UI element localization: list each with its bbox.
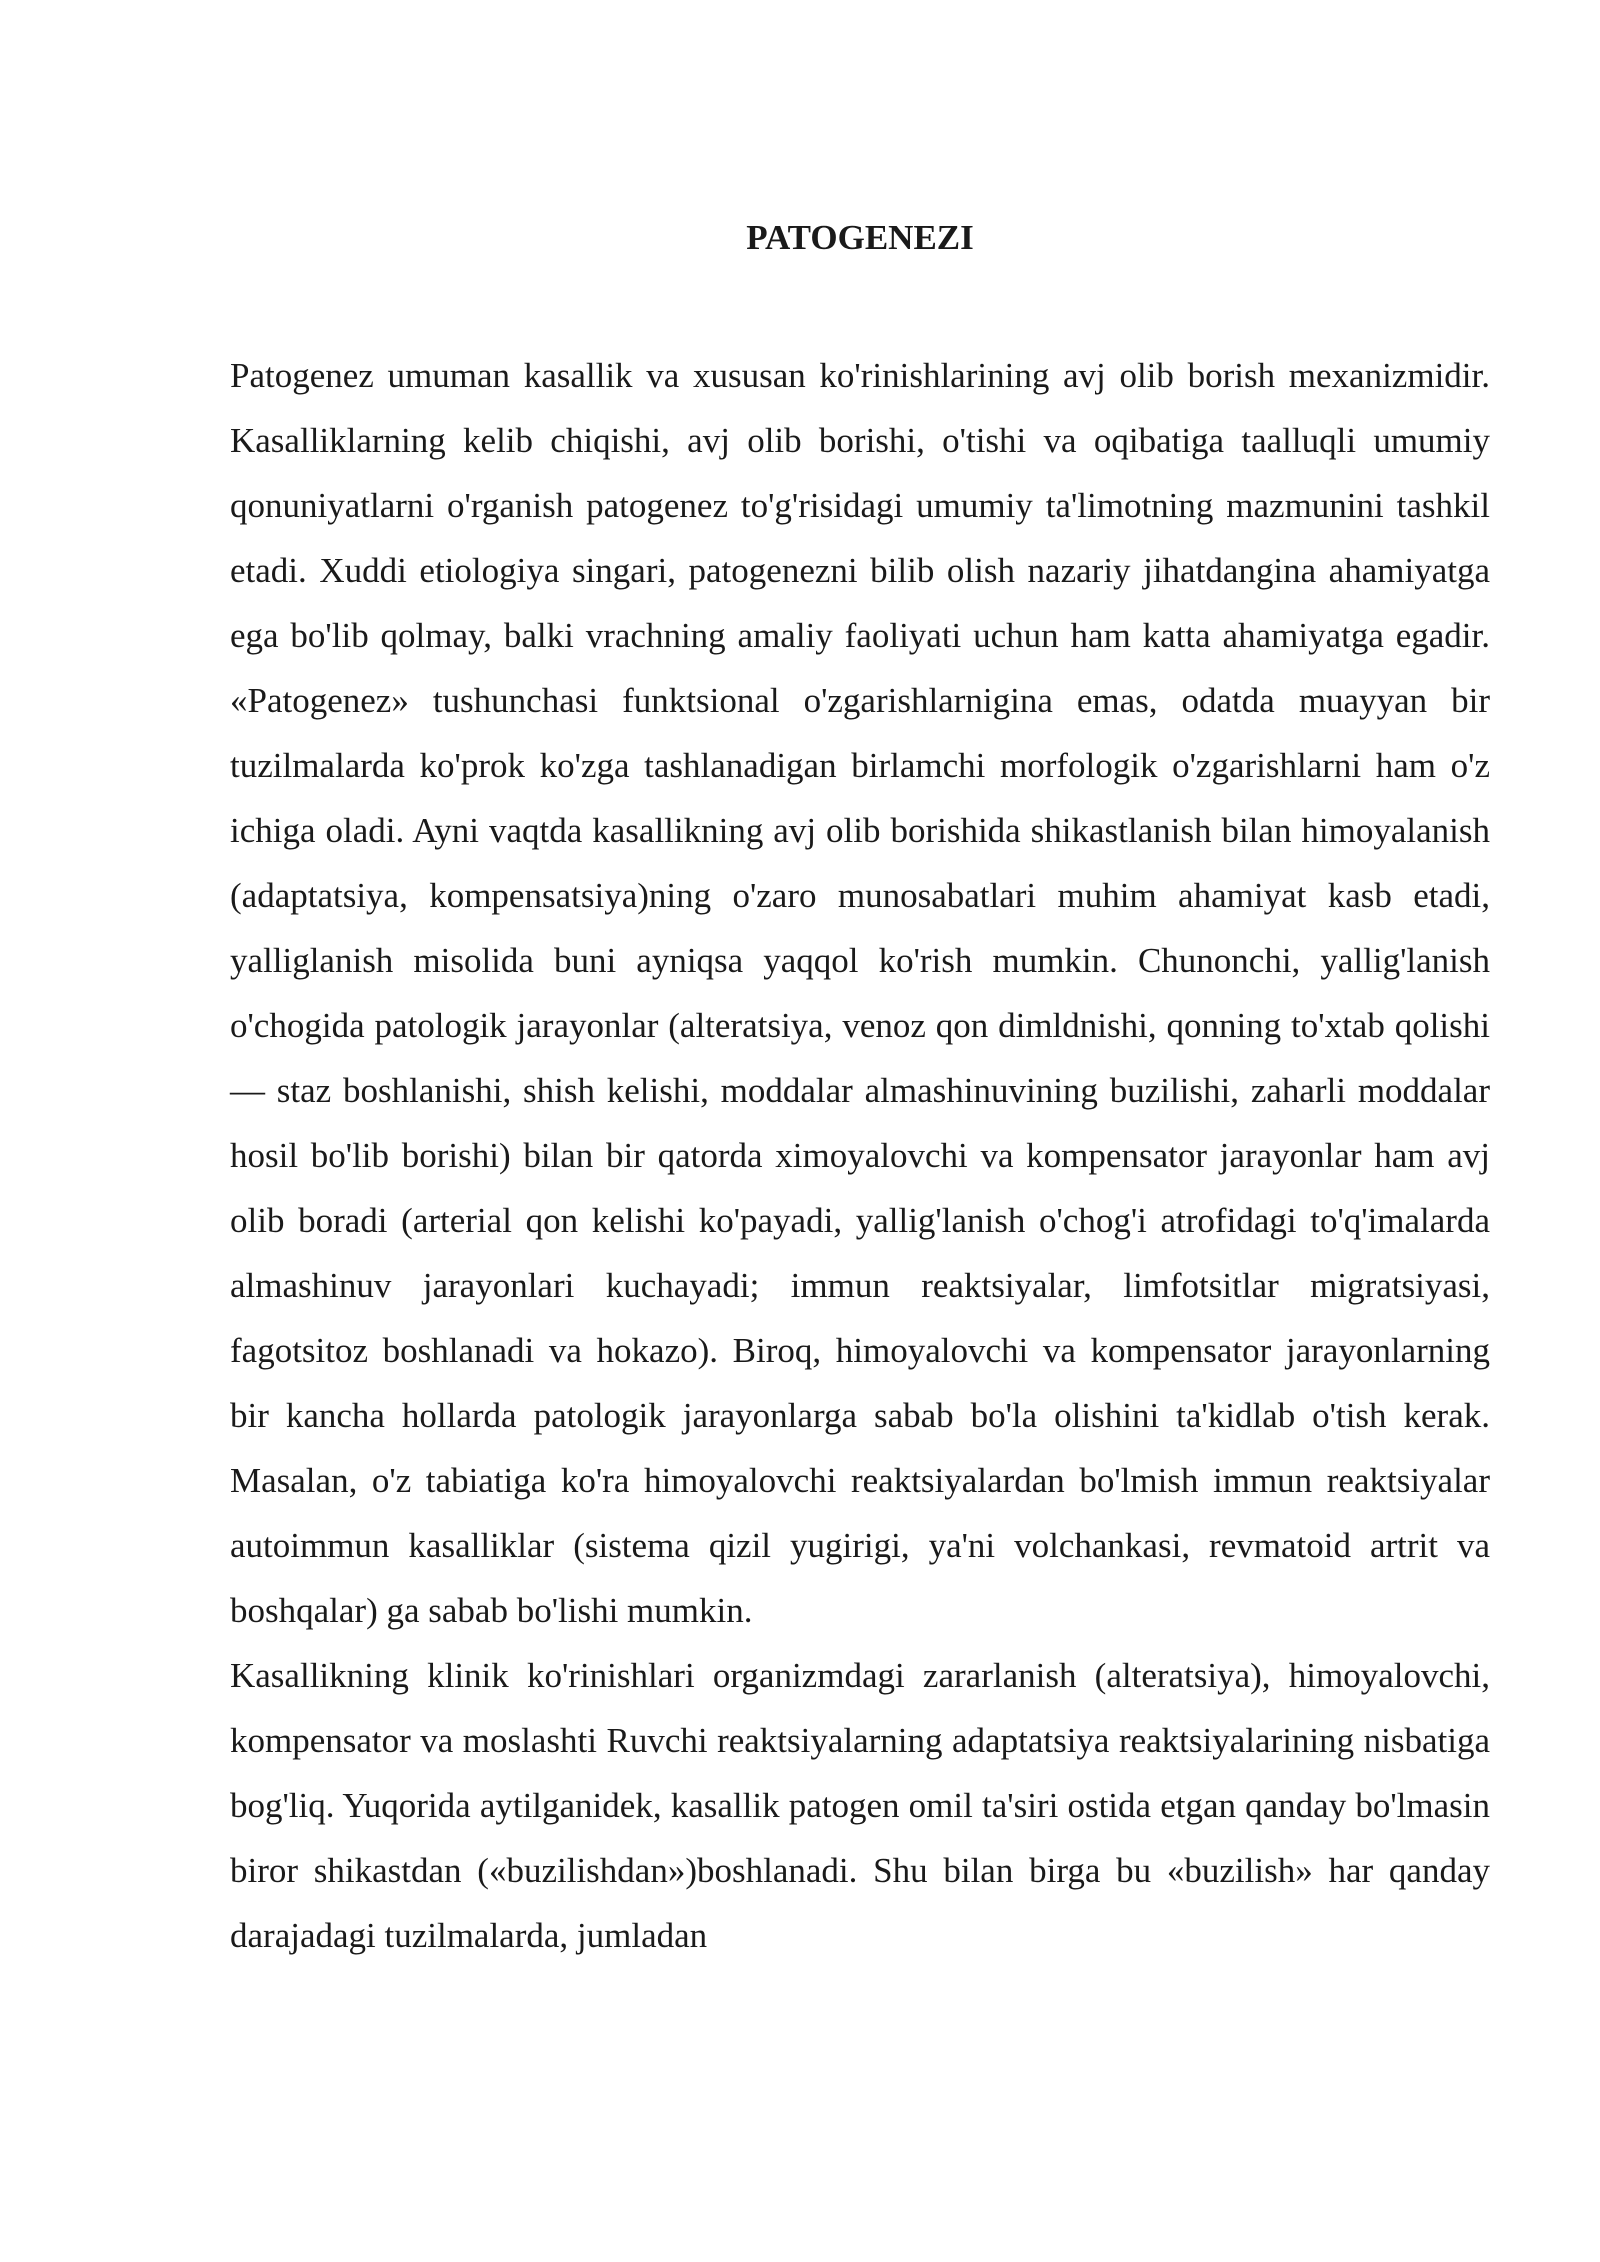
paragraph-1: Patogenez umuman kasallik va xususan ko'rinishlarining avj olib borish mexanizmidir. Kasalliklarning kelib chiqishi, avj olib borishi, o'tishi va oqibatiga taalluqli umumiy qonuniyatlarni o'rganish patogenez to'g'risidagi umumiy ta'limotning mazmunini tashkil etadi. Xuddi etiologiya singari, patogenezni bilib olish nazariy jihatdangina ahamiyatga ega bo'lib qolmay, balki vrachning amaliy faoliyati uchun ham katta ahamiyatga egadir. «Patogenez» tushunchasi funktsional o'zgarishlarnigina emas, odatda muayyan bir tuzilmalarda ko'prok ko'zga tashlanadigan birlamchi morfologik o'zgarishlarni ham o'z ichiga oladi. Ayni vaqtda kasallikning avj olib borishida shikastlanish bilan himoyalanish (adaptatsiya, kompensatsiya)ning o'zaro munosabatlari muhim ahamiyat kasb etadi, yalliglanish misolida buni ayniqsa yaqqol ko'rish mumkin. Chunonchi, yallig'lanish o'chogida patologik jarayonlar (alteratsiya, venoz qon dimldnishi, qonning to'xtab qolishi — staz boshlanishi, shish kelishi, moddalar almashinuvining buzilishi, zaharli moddalar hosil bo'lib borishi) bilan bir qatorda ximoyalovchi va kompensator jarayonlar ham avj olib boradi (arterial qon kelishi ko'payadi, yallig'lanish o'chog'i atrofidagi to'q'imalarda almashinuv jarayonlari kuchayadi; immun reaktsiyalar, limfotsitlar migratsiyasi, fagotsitoz boshlanadi va hokazo). Biroq, himoyalovchi va kompensator jarayonlarning bir kancha hollarda patologik jarayonlarga sabab bo'la olishini ta'kidlab o'tish kerak. Masalan, o'z tabiatiga ko'ra himoyalovchi reaktsiyalardan bo'lmish immun reaktsiyalar autoimmun kasalliklar (sistema qizil yugirigi, ya'ni volchankasi, revmatoid artrit va boshqalar) ga sabab bo'lishi mumkin. (230, 356, 1490, 1630)
page-title: PATOGENEZI (746, 218, 974, 257)
document-body (230, 343, 1490, 1968)
paragraph-2: Kasallikning klinik ko'rinishlari organizmdagi zararlanish (alteratsiya), himoyalovchi, kompensator va moslashti Ruvchi reaktsiyalarning adaptatsiya reaktsiyalarining nisbatiga bog'liq. Yuqorida aytilganidek, kasallik patogen omil ta'siri ostida etgan qanday bo'lmasin biror shikastdan («buzilishdan»)boshlanadi. Shu bilan birga bu «buzilish» har qanday darajadagi tuzilmalarda, jumladan (230, 1656, 1490, 1955)
